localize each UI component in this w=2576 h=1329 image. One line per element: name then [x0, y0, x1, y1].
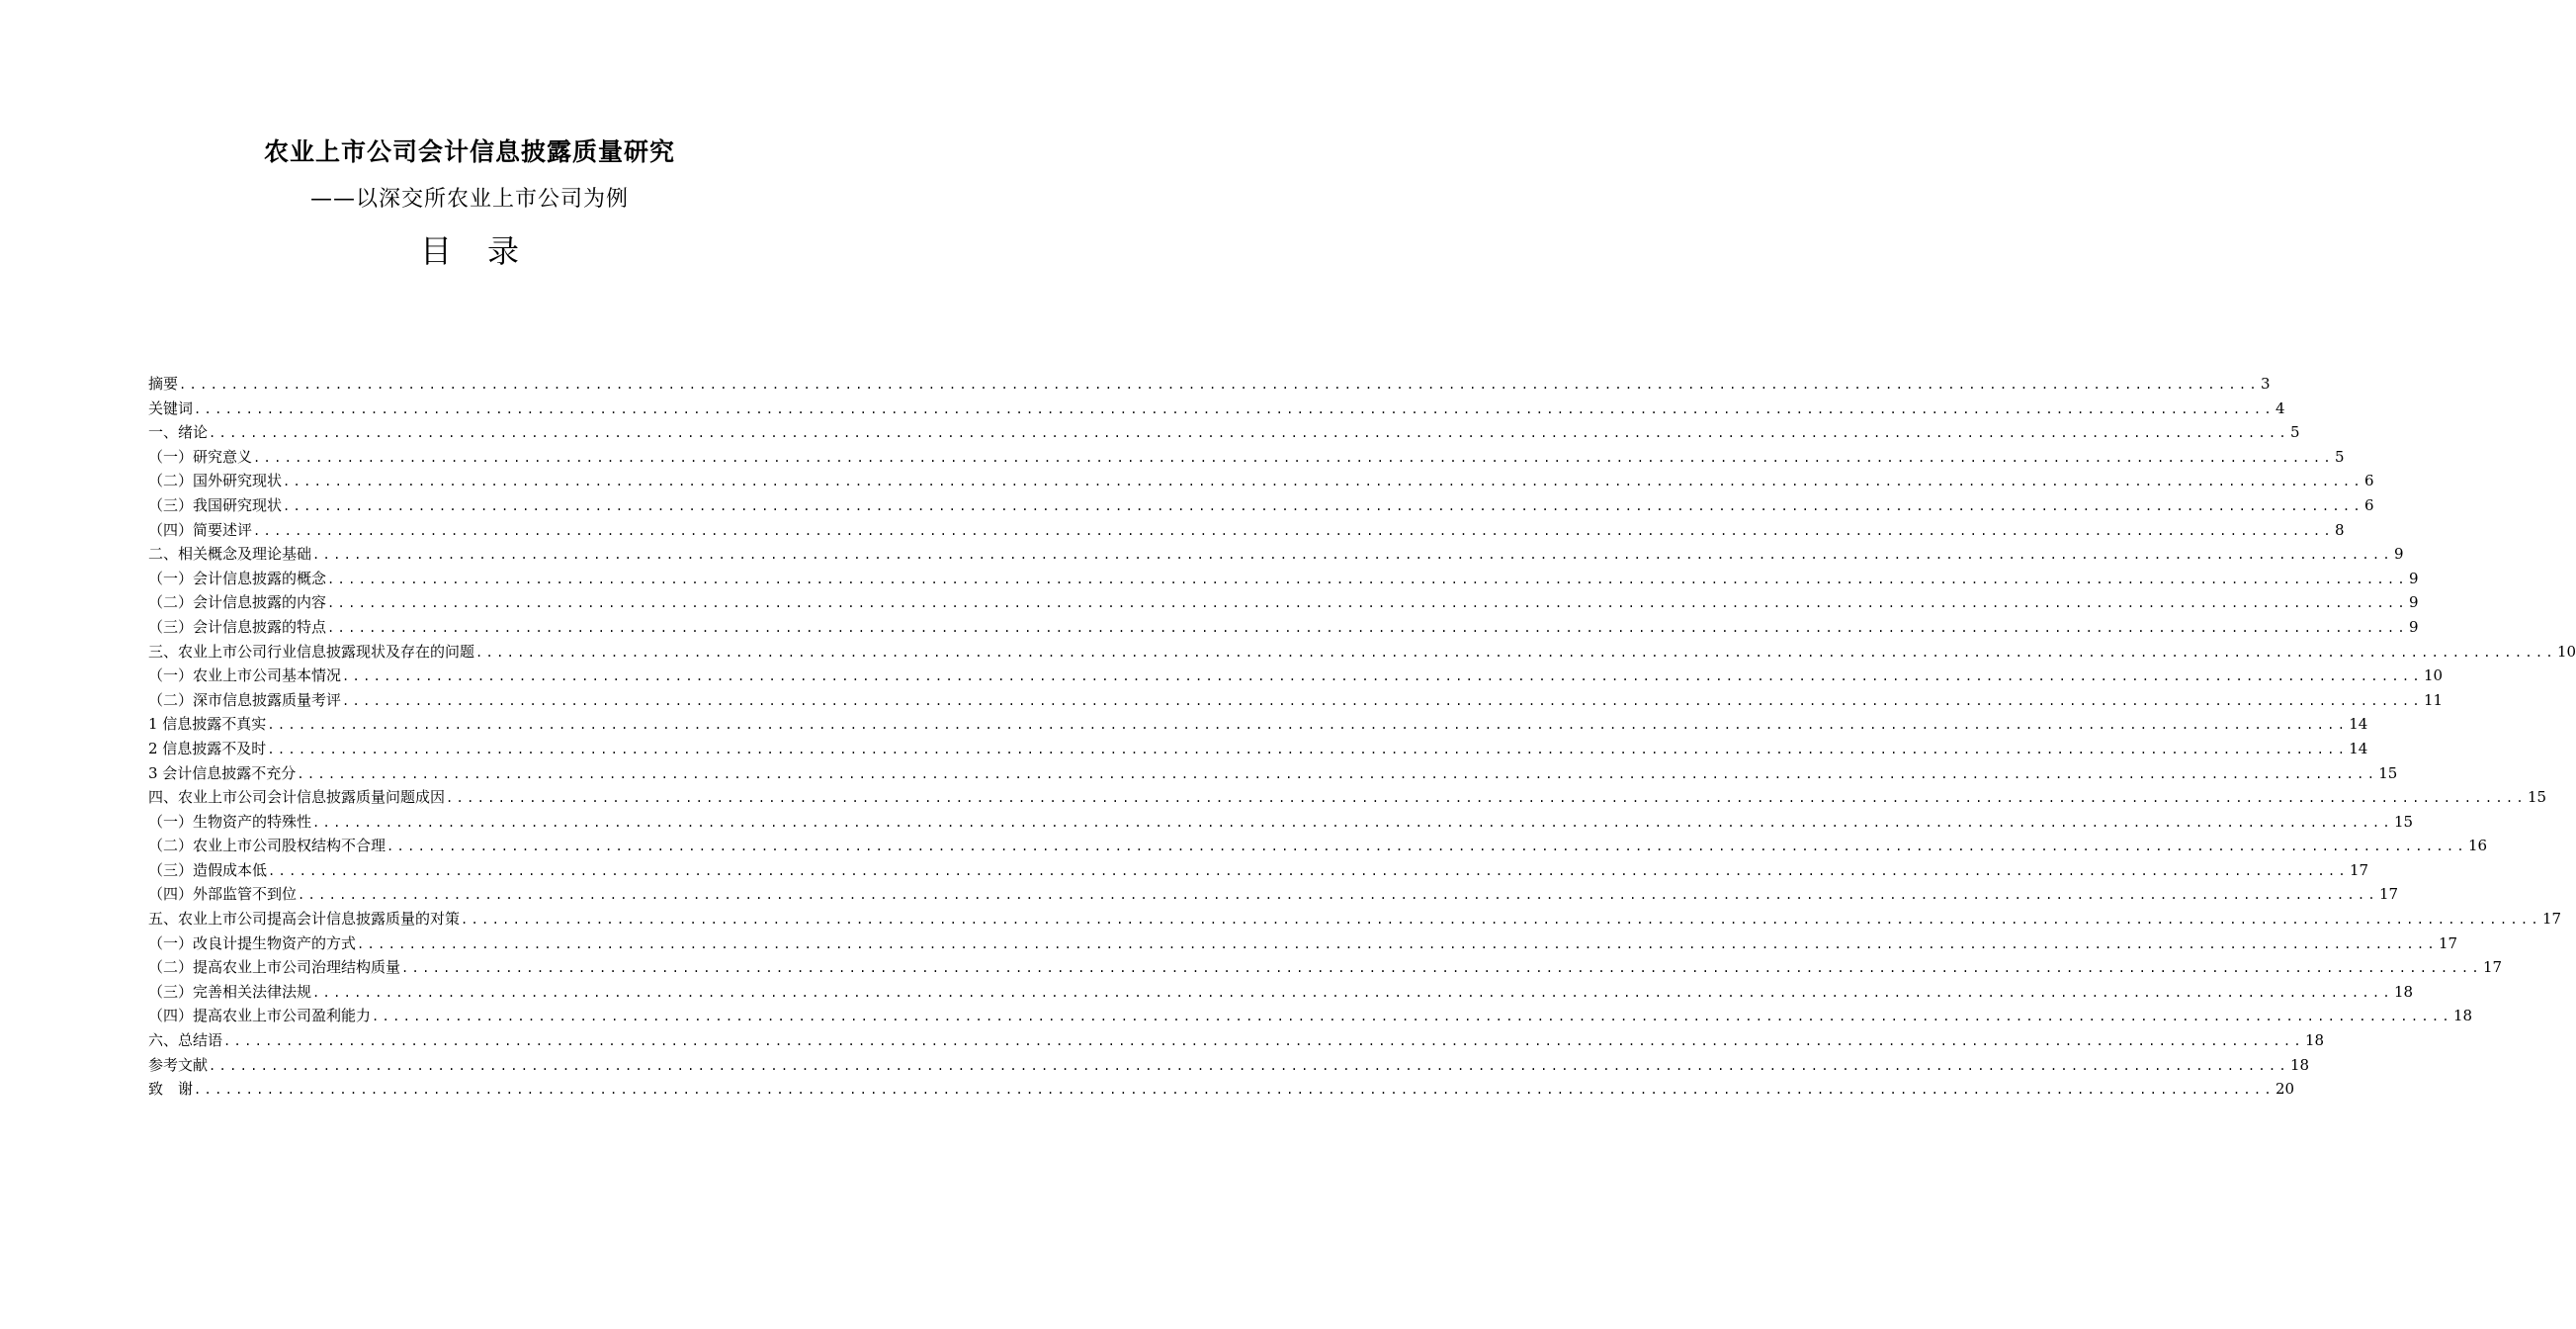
toc-dot-leader: ........................................................................................................................................................................................................: [446, 791, 2527, 806]
toc-dot-leader: ........................................................................................................................................................................................................: [297, 766, 2378, 781]
toc-entry-page-number: 3: [2260, 375, 2271, 393]
toc-entry-page-number: 8: [2334, 520, 2345, 539]
table-of-contents: [148, 372, 2576, 1102]
toc-dot-leader: ........................................................................................................................................................................................................: [327, 572, 2408, 586]
toc-entry-label: 关键词: [148, 399, 194, 417]
toc-entry-page-number: 18: [2304, 1031, 2325, 1050]
document-title: 农业上市公司会计信息披露质量研究: [263, 137, 675, 166]
toc-entry-page-number: 18: [2289, 1055, 2310, 1074]
toc-entry[interactable]: [148, 469, 2374, 493]
toc-entry-page-number: 6: [2363, 472, 2374, 490]
toc-entry-label: 六、总结语: [148, 1031, 223, 1050]
toc-dot-leader: ........................................................................................................................................................................................................: [475, 645, 2556, 660]
toc-entry-label: 1 信息披露不真实: [148, 715, 267, 734]
toc-entry-label: 摘要: [148, 375, 179, 393]
toc-dot-leader: ........................................................................................................................................................................................................: [267, 718, 2349, 733]
toc-entry-label: （三）完善相关法律法规: [148, 982, 312, 1001]
toc-dot-leader: ........................................................................................................................................................................................................: [267, 742, 2349, 756]
toc-entry-label: （一）会计信息披露的概念: [148, 569, 327, 587]
toc-entry-label: （三）造假成本低: [148, 860, 268, 879]
toc-entry-label: 致 谢: [148, 1080, 194, 1099]
toc-dot-leader: ........................................................................................................................................................................................................: [401, 961, 2482, 976]
toc-entry[interactable]: [148, 493, 2374, 518]
toc-entry[interactable]: [148, 542, 2404, 567]
toc-dot-leader: ........................................................................................................................................................................................................: [194, 1083, 2275, 1098]
toc-dot-leader: ........................................................................................................................................................................................................: [283, 475, 2363, 489]
toc-dot-leader: ........................................................................................................................................................................................................: [209, 1058, 2289, 1073]
toc-entry-label: （四）提高农业上市公司盈利能力: [148, 1007, 372, 1025]
toc-entry-label: （二）提高农业上市公司治理结构质量: [148, 958, 401, 977]
toc-entry[interactable]: [148, 445, 2345, 470]
toc-entry[interactable]: [148, 712, 2368, 737]
toc-dot-leader: ........................................................................................................................................................................................................: [312, 815, 2393, 830]
toc-entry[interactable]: [148, 931, 2458, 956]
toc-entry-page-number: 18: [2393, 982, 2414, 1001]
toc-entry-label: （一）改良计提生物资产的方式: [148, 933, 357, 952]
toc-entry-page-number: 4: [2275, 399, 2285, 417]
toc-entry-label: 五、农业上市公司提高会计信息披露质量的对策: [148, 910, 461, 929]
toc-entry[interactable]: [148, 858, 2369, 883]
toc-entry-label: （一）农业上市公司基本情况: [148, 666, 342, 685]
toc-entry-label: （一）研究意义: [148, 447, 253, 466]
toc-dot-leader: ........................................................................................................................................................................................................: [461, 913, 2541, 928]
toc-heading: 目录: [419, 232, 555, 270]
toc-entry[interactable]: [148, 397, 2285, 421]
toc-entry[interactable]: [148, 590, 2419, 615]
toc-entry-page-number: 17: [2541, 910, 2562, 929]
toc-entry-page-number: 14: [2349, 715, 2368, 734]
toc-dot-leader: ........................................................................................................................................................................................................: [298, 888, 2378, 903]
toc-dot-leader: ........................................................................................................................................................................................................: [312, 985, 2393, 1000]
toc-entry-label: 四、农业上市公司会计信息披露质量问题成因: [148, 788, 446, 807]
toc-dot-leader: ........................................................................................................................................................................................................: [342, 669, 2423, 684]
toc-entry-page-number: 15: [2393, 812, 2414, 831]
toc-entry[interactable]: [148, 761, 2398, 786]
toc-dot-leader: ........................................................................................................................................................................................................: [283, 498, 2363, 513]
toc-entry[interactable]: [148, 1028, 2325, 1053]
toc-entry-page-number: 17: [2349, 860, 2369, 879]
toc-dot-leader: ........................................................................................................................................................................................................: [268, 863, 2349, 878]
toc-entry-label: （三）会计信息披露的特点: [148, 617, 327, 636]
toc-dot-leader: ........................................................................................................................................................................................................: [342, 693, 2423, 708]
toc-entry[interactable]: [148, 1053, 2310, 1078]
toc-entry-page-number: 14: [2349, 739, 2368, 757]
toc-entry-page-number: 20: [2275, 1080, 2295, 1099]
toc-entry[interactable]: [148, 834, 2488, 858]
toc-entry-page-number: 17: [2438, 933, 2458, 952]
toc-entry[interactable]: [148, 640, 2576, 664]
toc-entry[interactable]: [148, 518, 2345, 543]
toc-dot-leader: ........................................................................................................................................................................................................: [194, 401, 2275, 416]
toc-entry-page-number: 9: [2408, 593, 2419, 612]
toc-entry[interactable]: [148, 980, 2414, 1005]
toc-entry[interactable]: [148, 688, 2444, 713]
toc-entry[interactable]: [148, 664, 2444, 688]
toc-entry-label: 二、相关概念及理论基础: [148, 545, 312, 564]
toc-dot-leader: ........................................................................................................................................................................................................: [327, 620, 2408, 635]
toc-entry-label: 3 会计信息披露不充分: [148, 763, 297, 782]
toc-entry-page-number: 10: [2556, 642, 2576, 661]
toc-entry[interactable]: [148, 907, 2562, 931]
document-subtitle: ——以深交所农业上市公司为例: [310, 187, 630, 212]
toc-entry[interactable]: [148, 785, 2547, 810]
toc-entry-page-number: 11: [2423, 690, 2444, 709]
toc-entry-page-number: 18: [2452, 1007, 2473, 1025]
toc-entry-page-number: 15: [2378, 763, 2398, 782]
toc-entry-page-number: 10: [2423, 666, 2444, 685]
toc-entry-page-number: 6: [2363, 495, 2374, 514]
toc-entry-page-number: 5: [2289, 423, 2300, 442]
toc-entry-page-number: 17: [2378, 885, 2399, 904]
toc-dot-leader: ........................................................................................................................................................................................................: [209, 426, 2289, 441]
toc-entry[interactable]: [148, 372, 2271, 397]
toc-entry-label: 一、绪论: [148, 423, 209, 442]
toc-entry-page-number: 5: [2334, 447, 2345, 466]
toc-entry-page-number: 9: [2408, 617, 2419, 636]
toc-entry[interactable]: [148, 615, 2419, 640]
toc-entry[interactable]: [148, 420, 2300, 445]
toc-entry[interactable]: [148, 1077, 2295, 1102]
toc-dot-leader: ........................................................................................................................................................................................................: [179, 378, 2260, 392]
toc-entry-page-number: 9: [2408, 569, 2419, 587]
toc-entry-label: （二）深市信息披露质量考评: [148, 690, 342, 709]
toc-entry-page-number: 15: [2527, 788, 2547, 807]
toc-entry-label: （二）国外研究现状: [148, 472, 283, 490]
toc-entry-label: 参考文献: [148, 1055, 209, 1074]
toc-entry-label: 三、农业上市公司行业信息披露现状及存在的问题: [148, 642, 475, 661]
toc-entry-page-number: 9: [2393, 545, 2404, 564]
toc-entry-label: （三）我国研究现状: [148, 495, 283, 514]
toc-entry-label: （一）生物资产的特殊性: [148, 812, 312, 831]
toc-dot-leader: ........................................................................................................................................................................................................: [372, 1010, 2452, 1024]
toc-entry-label: （二）会计信息披露的内容: [148, 593, 327, 612]
toc-entry[interactable]: [148, 810, 2414, 835]
toc-dot-leader: ........................................................................................................................................................................................................: [327, 596, 2408, 611]
toc-dot-leader: ........................................................................................................................................................................................................: [253, 523, 2334, 538]
toc-dot-leader: ........................................................................................................................................................................................................: [223, 1034, 2304, 1049]
toc-entry-label: 2 信息披露不及时: [148, 739, 267, 757]
toc-dot-leader: ........................................................................................................................................................................................................: [357, 936, 2438, 951]
toc-entry-page-number: 17: [2482, 958, 2503, 977]
toc-entry-label: （四）简要述评: [148, 520, 253, 539]
toc-dot-leader: ........................................................................................................................................................................................................: [253, 450, 2334, 465]
toc-entry-label: （四）外部监管不到位: [148, 885, 298, 904]
toc-entry[interactable]: [148, 737, 2368, 761]
toc-entry[interactable]: [148, 567, 2419, 591]
toc-entry[interactable]: [148, 882, 2399, 907]
toc-entry-page-number: 16: [2467, 837, 2488, 855]
toc-dot-leader: ........................................................................................................................................................................................................: [386, 840, 2467, 854]
toc-entry[interactable]: [148, 955, 2503, 980]
toc-entry[interactable]: [148, 1004, 2473, 1028]
toc-dot-leader: ........................................................................................................................................................................................................: [312, 548, 2393, 563]
toc-entry-label: （二）农业上市公司股权结构不合理: [148, 837, 386, 855]
